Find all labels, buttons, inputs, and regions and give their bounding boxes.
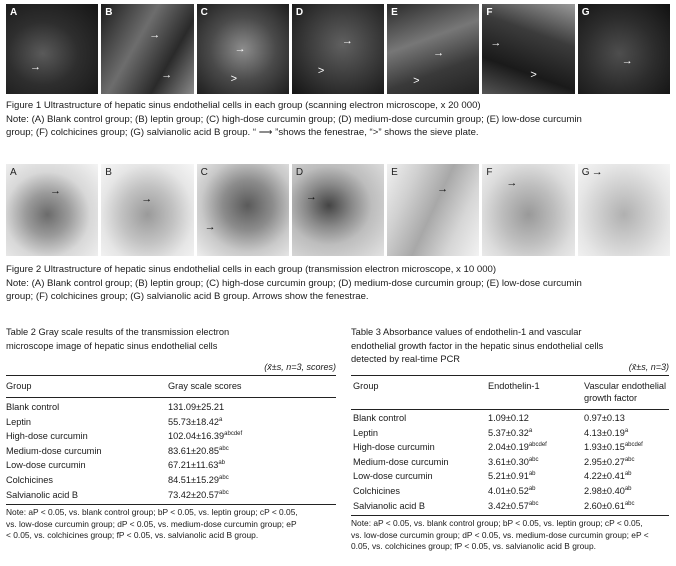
table2-row-score (168, 446, 229, 456)
table2-row-score (168, 431, 242, 441)
figure2-title: Figure 2 Ultrastructure of hepatic sinus endothelial cells in each group (transmission electron microscope, x 10 000) (6, 264, 497, 275)
tem-panel-d (292, 164, 384, 256)
tem-panel-f (482, 164, 574, 256)
table2-title (6, 326, 336, 353)
sem-panel-f (482, 4, 574, 94)
table2-row-score (168, 402, 224, 412)
figure1-note-line2: group; (F) colchicines group; (G) salvianolic acid B group. “ ⟶ ”shows the fenestrae, “>” shows the sieve plate. (6, 127, 479, 138)
table3-row-group (353, 442, 435, 452)
panel-label: D (295, 7, 304, 18)
sem-panel-g (578, 4, 670, 94)
table2-row-score-significance-marker: abcdef (224, 431, 243, 438)
table2-row-score-text: 55.73±18.42 (168, 416, 220, 427)
table2-row-group (6, 431, 88, 441)
table2-row-score-text: 84.51±15.29 (168, 475, 220, 485)
table3-row-group-text: Low-dose curcumin (353, 471, 433, 482)
table3-row-group (353, 413, 406, 423)
table3-row-group-text: Colchicines (353, 486, 400, 496)
table3-header-group: Group (353, 381, 379, 391)
table3-header-vegf-line1: Vascular endothelial (584, 381, 667, 391)
sem-panel-e (387, 4, 479, 94)
table3-title (351, 326, 673, 367)
fenestrae-arrow-icon: → (234, 43, 246, 55)
table3-note-line1: Note: aP < 0.05, vs. blank control group; bP < 0.05, vs. leptin group; cP < 0.05, (351, 518, 643, 528)
table3-row-vegf-significance-marker: abcdef (624, 442, 643, 449)
panel-label: F (486, 167, 493, 178)
panel-label: E (391, 167, 398, 178)
table2-row-score-significance-marker: a (219, 416, 223, 423)
tem-panel-e (387, 164, 479, 256)
table3-row-et1-significance-marker: abcdef (528, 442, 547, 449)
table3-row-et1-significance-marker: abc (528, 500, 539, 507)
table2-row-group-text: Low-dose curcumin (6, 460, 86, 471)
table2-row-group (6, 475, 53, 485)
table3-row-et1-text: 3.61±0.30 (488, 456, 529, 467)
table2-row-score (168, 475, 229, 485)
table3-row-group-text: Blank control (353, 413, 407, 423)
panel-label: D (295, 167, 304, 178)
fenestrae-arrow-icon: → (204, 221, 216, 233)
table3-row-vegf (584, 501, 635, 511)
fenestrae-arrow-icon: → (161, 69, 173, 81)
table2-row-group (6, 417, 31, 427)
table2-row-score (168, 417, 222, 427)
table3-note-line3: 0.05, vs. colchicines group; fP < 0.05, vs. salvianolic acid B group. (351, 541, 596, 551)
figure2-panels (6, 164, 670, 256)
table3-row-vegf-text: 0.97±0.13 (584, 413, 625, 423)
table3-row-vegf-significance-marker: ab (624, 471, 632, 478)
table3-top-rule (351, 375, 669, 376)
fenestrae-arrow-icon: → (591, 166, 603, 178)
table3-row-vegf-significance-marker: abc (624, 456, 635, 463)
table3-row-group (353, 457, 448, 467)
table2-note-line1: Note: aP < 0.05, vs. blank control group; bP < 0.05, vs. leptin group; cP < 0.05, (6, 507, 298, 517)
table2-row-score-significance-marker: abc (219, 489, 229, 496)
fenestrae-arrow-icon: → (433, 47, 445, 59)
table3-row-group (353, 486, 400, 496)
panel-label: A (10, 167, 17, 178)
figure1-caption (6, 99, 670, 140)
table2-row-group-text: Salvianolic acid B (6, 489, 79, 500)
figure2-note-line1: Note: (A) Blank control group; (B) leptin group; (C) high-dose curcumin group; (D) medium-dose curcumin group; (E) low-dose curcumin (6, 277, 582, 289)
panel-label: B (105, 7, 113, 18)
table2-note-line3: < 0.05, vs. colchicines group; fP < 0.05, vs. salvianolic acid B group. (6, 530, 259, 540)
fenestrae-arrow-icon: → (621, 55, 633, 67)
fenestrae-arrow-icon: → (149, 29, 161, 41)
table3-row-et1-text: 4.01±0.52 (488, 486, 529, 496)
table3-row-group (353, 428, 378, 438)
table2-meta: (x̄±s, n=3, scores) (264, 362, 336, 372)
panel-label: F (486, 7, 493, 18)
table3-row-et1 (488, 428, 532, 438)
table3-row-vegf-text: 4.13±0.19 (584, 427, 625, 438)
table3-header-rule (351, 409, 669, 410)
table3-title-line2: endothelial growth factor in the hepatic sinus endothelial cells (351, 340, 604, 351)
table2-row-group-text: Colchicines (6, 475, 53, 485)
panel-label: C (200, 167, 208, 178)
table3-note (351, 518, 673, 553)
table2-bottom-rule (6, 504, 336, 505)
table2-row-group-text: Medium-dose curcumin (6, 445, 102, 456)
table3-row-vegf (584, 457, 635, 467)
table3-row-vegf (584, 428, 628, 438)
fenestrae-arrow-icon: → (341, 35, 353, 47)
table3-row-vegf-significance-marker: abc (624, 500, 635, 507)
table2-header-rule (6, 397, 336, 398)
table2-row-score-text: 131.09±25.21 (168, 402, 225, 412)
table3-row-group (353, 501, 425, 511)
sem-panel-b (101, 4, 193, 94)
table2-row-score-significance-marker: ab (218, 460, 226, 467)
table2-row-score-text: 67.21±11.63 (168, 460, 219, 471)
table2-row-score-significance-marker: abc (219, 445, 229, 452)
figure1-panels (6, 4, 670, 94)
tem-panel-b (101, 164, 193, 256)
table3-row-vegf-text: 2.98±0.40 (584, 486, 625, 496)
table3-title-line3: detected by real-time PCR (351, 354, 461, 364)
table2-row-score-significance-marker: abc (219, 475, 229, 481)
table2-title-line1: Table 2 Gray scale results of the transmission electron (6, 327, 230, 337)
table3-row-group-text: Salvianolic acid B (353, 500, 426, 511)
table3-row-vegf-text: 1.93±0.15 (584, 442, 625, 453)
table2-row-group (6, 490, 78, 500)
table3-row-et1-text: 5.37±0.32 (488, 427, 529, 438)
table3-row-et1-text: 5.21±0.91 (488, 471, 529, 482)
table2-row-group (6, 460, 86, 470)
tem-panel-c (197, 164, 289, 256)
panel-label: E (391, 7, 398, 18)
table3-row-vegf-significance-marker: a (624, 427, 629, 434)
fenestrae-arrow-icon: → (490, 37, 502, 49)
table3-note-line2: vs. low-dose curcumin group; dP < 0.05, vs. medium-dose curcumin group; eP < (351, 529, 649, 540)
table2-header-score: Gray scale scores (168, 381, 242, 391)
table3-row-et1-text: 2.04±0.19 (488, 442, 529, 453)
tem-panel-g (578, 164, 670, 256)
table2-row-group (6, 446, 101, 456)
sieve-plate-icon: > (230, 73, 237, 85)
table3-title-line1: Table 3 Absorbance values of endothelin-1 and vascular (351, 327, 582, 337)
table3-row-group (353, 471, 433, 481)
table3-row-group-text: High-dose curcumin (353, 442, 435, 453)
table2-row-group-text: Blank control (6, 402, 60, 412)
table2-row-score (168, 460, 225, 470)
table2-header-group: Group (6, 381, 32, 391)
table3-bottom-rule (351, 515, 669, 516)
table3-row-et1-significance-marker: ab (528, 471, 536, 478)
table3-row-et1 (488, 486, 536, 496)
table2-note-line2: vs. low-dose curcumin group; dP < 0.05, vs. medium-dose curcumin group; eP (6, 518, 297, 529)
sem-panel-d (292, 4, 384, 94)
table2-row-score-text: 83.61±20.85 (168, 445, 220, 456)
table3-row-et1 (488, 501, 539, 511)
fenestrae-arrow-icon: → (437, 183, 449, 195)
table3-row-vegf (584, 471, 632, 481)
panel-label: B (105, 167, 112, 178)
figure2-note-line2: group; (F) colchicines group; (G) salvianolic acid B group. Arrows show the fenestrae. (6, 291, 369, 302)
sem-panel-c (197, 4, 289, 94)
table3-row-et1-significance-marker: abc (528, 456, 539, 463)
table3-row-vegf (584, 442, 643, 452)
table3-row-et1 (488, 457, 539, 467)
table2-row-score-text: 102.04±16.39 (168, 431, 225, 442)
table3-row-vegf (584, 413, 625, 423)
table3-header-vegf-line2: growth factor (584, 393, 638, 403)
sieve-plate-icon: > (530, 69, 537, 81)
table2-row-group (6, 402, 59, 412)
table3-row-vegf (584, 486, 632, 496)
sem-panel-a (6, 4, 98, 94)
fenestrae-arrow-icon: → (30, 61, 41, 73)
tem-panel-a (6, 164, 98, 256)
table3-row-et1 (488, 413, 529, 423)
table2-row-group-text: Leptin (6, 416, 32, 427)
panel-label: C (200, 7, 208, 18)
table3-row-et1 (488, 442, 547, 452)
fenestrae-arrow-icon: → (141, 193, 153, 205)
table3-row-vegf-text: 4.22±0.41 (584, 471, 625, 482)
fenestrae-arrow-icon: → (506, 177, 518, 189)
table2-title-line2: microscope image of hepatic sinus endothelial cells (6, 340, 218, 351)
fenestrae-arrow-icon: → (50, 185, 61, 197)
table3-row-et1-text: 1.09±0.12 (488, 413, 529, 423)
table2-top-rule (6, 375, 336, 376)
table3-meta: (x̄±s, n=3) (628, 362, 669, 372)
table3-row-vegf-significance-marker: ab (624, 486, 632, 492)
panel-label: G (581, 7, 590, 18)
figure1-title: Figure 1 Ultrastructure of hepatic sinus endothelial cells in each group (scanning electron microscope, x 20 000) (6, 100, 481, 111)
figure1-note-line1: Note: (A) Blank control group; (B) leptin group; (C) high-dose curcumin group; (D) medium-dose curcumin group; (E) low-dose curcumin (6, 113, 582, 125)
table2-row-score-text: 73.42±20.57 (168, 489, 220, 500)
fenestrae-arrow-icon: → (305, 191, 317, 203)
table3-header-et1: Endothelin-1 (488, 381, 540, 391)
sieve-plate-icon: > (413, 75, 420, 87)
table3-row-group-text: Leptin (353, 427, 379, 438)
table3-row-vegf-text: 2.60±0.61 (584, 500, 625, 511)
table3-row-et1 (488, 471, 536, 481)
table3-row-et1-text: 3.42±0.57 (488, 500, 529, 511)
figure2-caption (6, 263, 670, 304)
panel-label: A (10, 7, 18, 18)
table2-note (6, 507, 336, 542)
sieve-plate-icon: > (317, 65, 325, 77)
table2-row-score (168, 490, 229, 500)
table3-row-group-text: Medium-dose curcumin (353, 456, 449, 467)
table2-row-group-text: High-dose curcumin (6, 431, 88, 442)
table3-row-et1-significance-marker: a (528, 427, 533, 434)
table3-row-et1-significance-marker: ab (528, 486, 536, 492)
table3-row-vegf-text: 2.95±0.27 (584, 456, 625, 467)
panel-label: G (581, 167, 590, 178)
